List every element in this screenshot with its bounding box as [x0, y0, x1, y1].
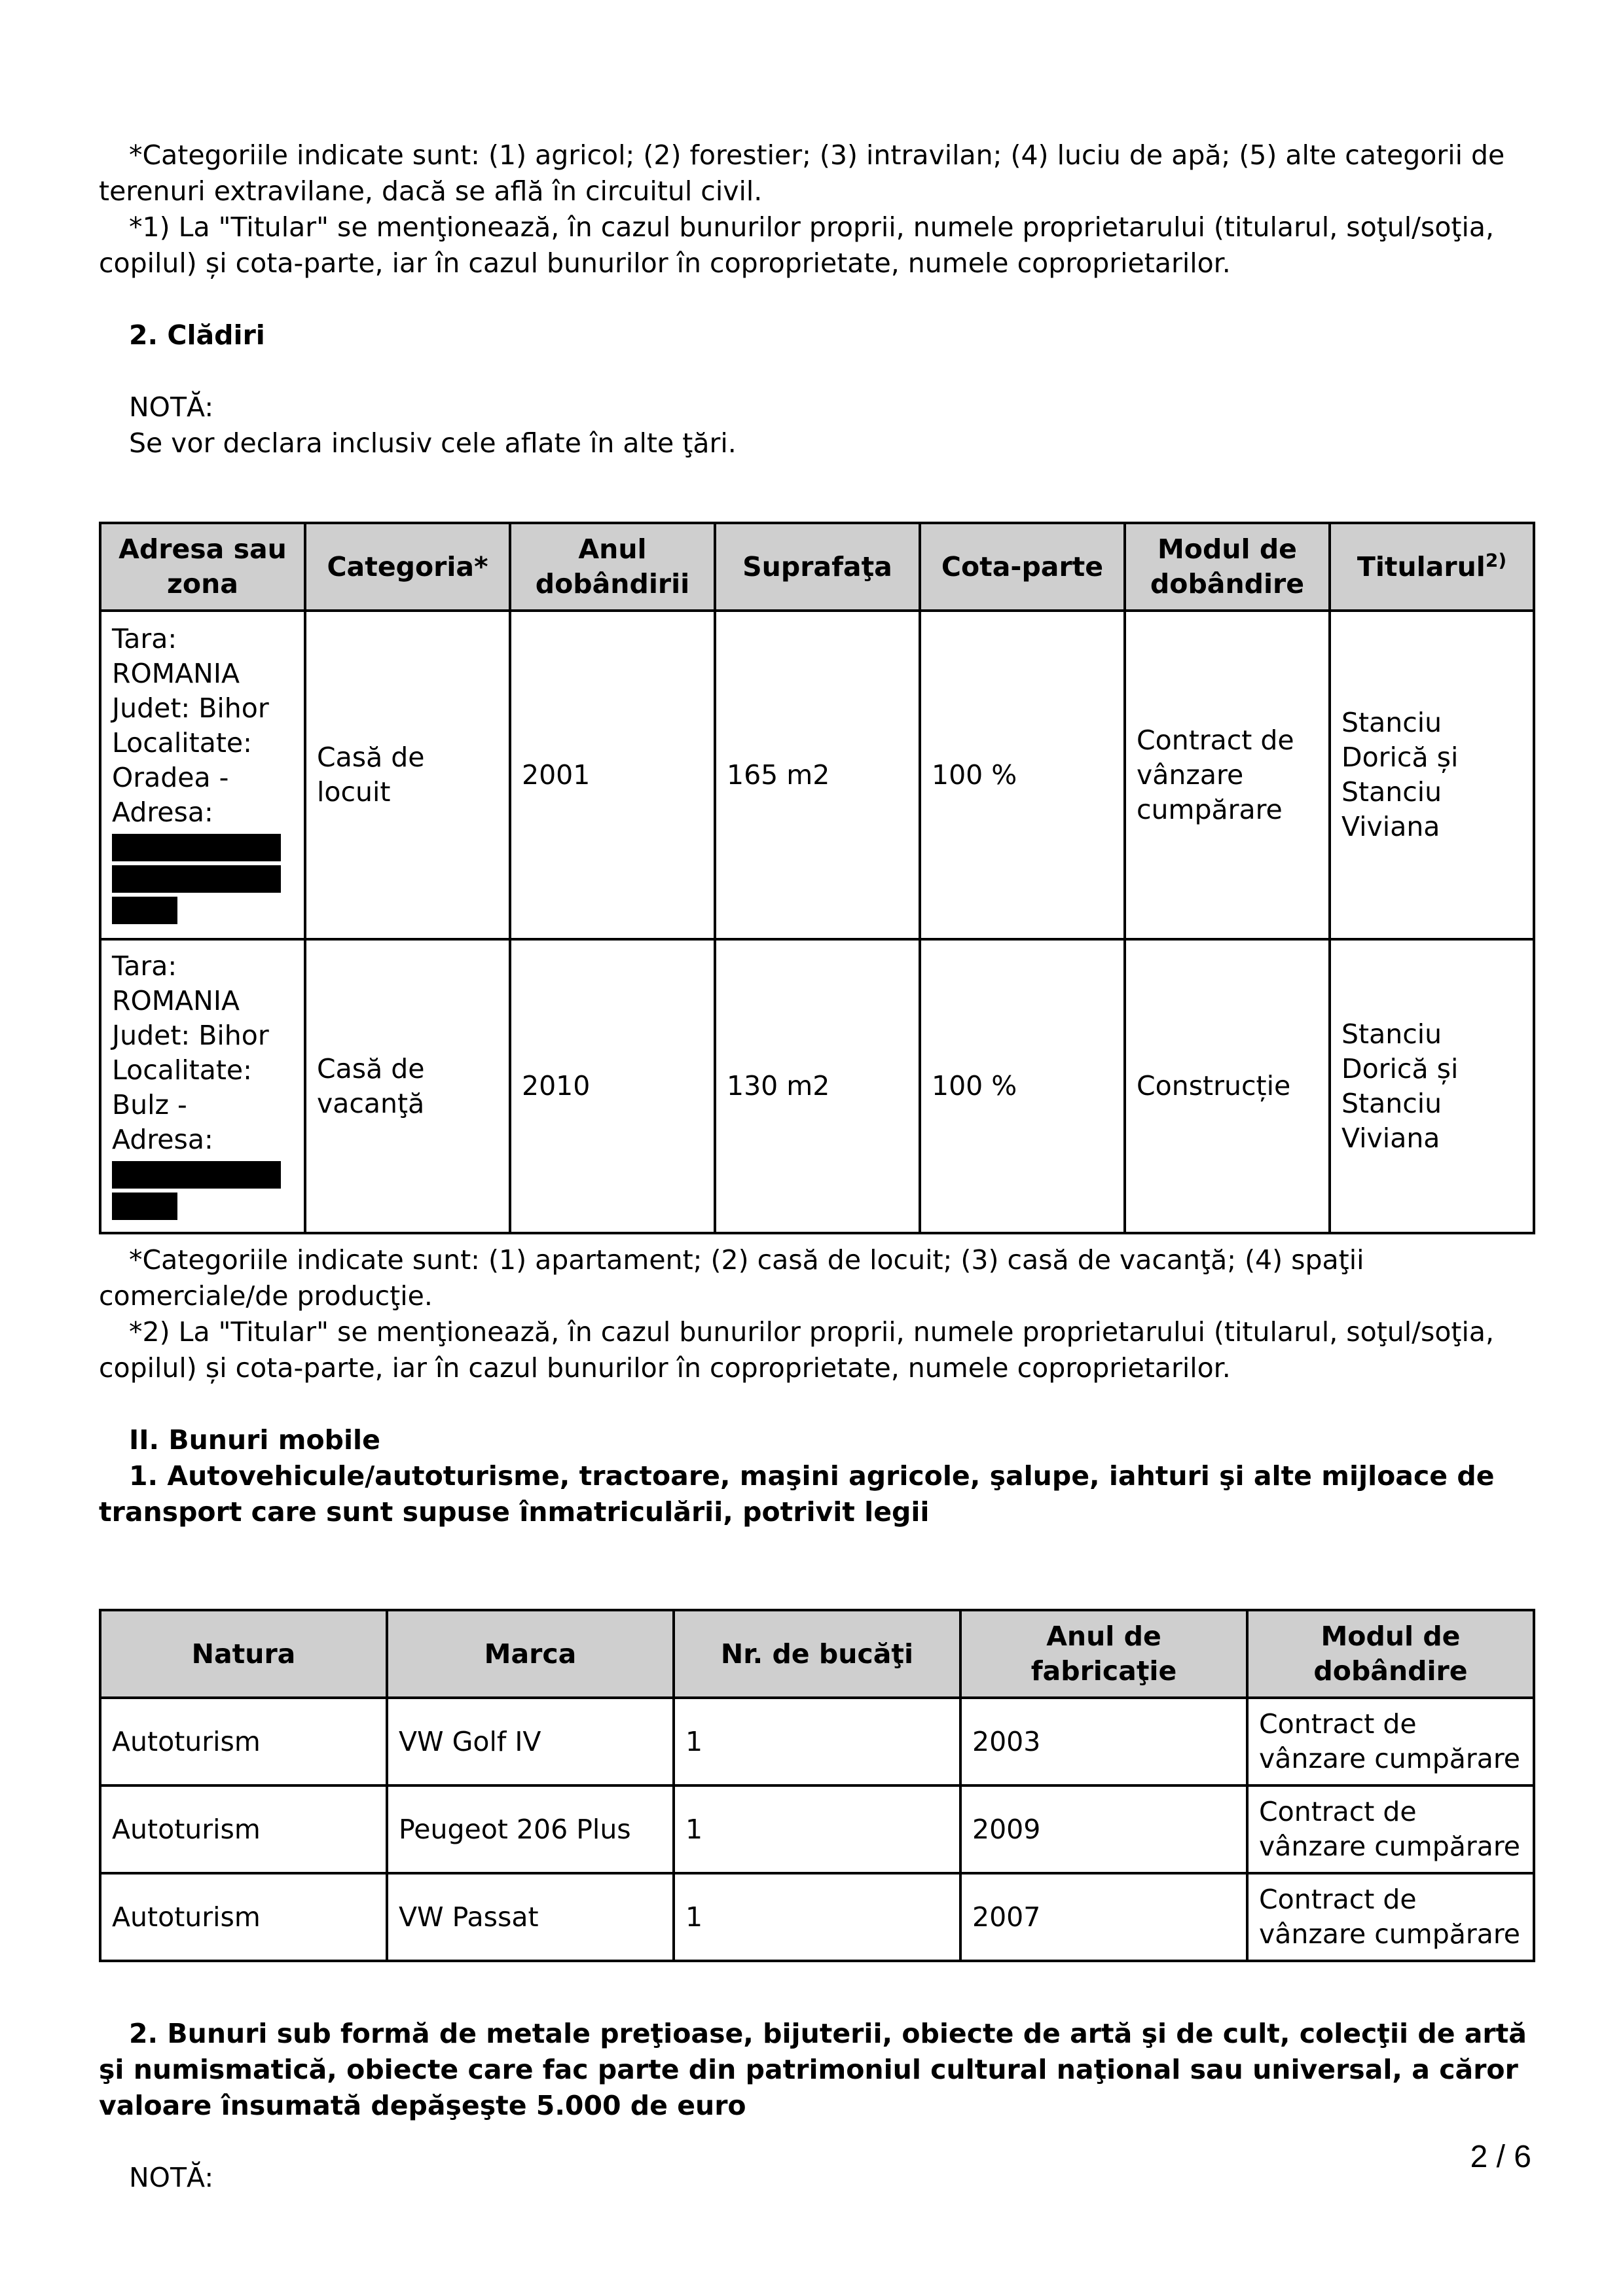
- cell-modul: Contract de vânzare cumpărare: [1247, 1873, 1534, 1961]
- cell-categoria: Casă de locuit: [305, 611, 510, 939]
- header-adresa: Adresa sau zona: [100, 523, 305, 611]
- header-suprafata: Suprafaţa: [715, 523, 920, 611]
- cell-anul: 2009: [960, 1785, 1247, 1873]
- redaction-bar: [112, 834, 281, 861]
- cell-marca: Peugeot 206 Plus: [387, 1785, 674, 1873]
- header-titular: [1330, 523, 1534, 611]
- cell-anul: 2007: [960, 1873, 1247, 1961]
- header-marca: Marca: [387, 1610, 674, 1698]
- cladiri-table: [99, 522, 1535, 1234]
- page-number: 2 / 6: [1470, 2140, 1531, 2174]
- table-row: [100, 1698, 1534, 1785]
- cell-nr: 1: [674, 1785, 960, 1873]
- table-row: [100, 939, 1534, 1233]
- address-line: Judet: Bihor: [112, 692, 269, 724]
- header-titular-sup: 2): [1485, 548, 1507, 571]
- redaction-bar: [112, 897, 177, 924]
- redaction-bar: [112, 1161, 281, 1189]
- cell-anul: 2003: [960, 1698, 1247, 1785]
- header-categoria: Categoria*: [305, 523, 510, 611]
- header-anul-fabricatie: Anul de fabricaţie: [960, 1610, 1247, 1698]
- section-heading-cladiri: 2. Clădiri: [129, 319, 265, 351]
- cell-titular: Stanciu Dorică și Stanciu Viviana: [1330, 939, 1534, 1233]
- header-anul: Anul dobândirii: [510, 523, 715, 611]
- cell-suprafata: 165 m2: [715, 611, 920, 939]
- address-line: ROMANIA: [112, 984, 240, 1016]
- cell-adresa: [100, 939, 305, 1233]
- section-heading-bunuri-mobile: II. Bunuri mobile: [129, 1424, 380, 1456]
- header-natura: Natura: [100, 1610, 387, 1698]
- table-header-row: [100, 1610, 1534, 1698]
- cell-cota: 100 %: [920, 939, 1125, 1233]
- table-row: [100, 611, 1534, 939]
- cell-modul: Contract de vânzare cumpărare: [1247, 1698, 1534, 1785]
- address-line: Tara:: [112, 950, 177, 982]
- cell-natura: Autoturism: [100, 1785, 387, 1873]
- cell-adresa: [100, 611, 305, 939]
- address-line: Adresa:: [112, 1123, 213, 1155]
- header-cota: Cota-parte: [920, 523, 1125, 611]
- cell-natura: Autoturism: [100, 1873, 387, 1961]
- note-cladiri-titular: *2) La "Titular" se menţionează, în cazul bunurilor proprii, numele proprietarului (titularul, soţul/soţia, copilul) și cota-parte, iar în cazul bunurilor în coproprietate, numele coproprietarilor.: [99, 1316, 1495, 1384]
- address-line: Oradea -: [112, 762, 229, 793]
- redaction-bar: [112, 865, 281, 893]
- document-page: [99, 137, 1533, 2196]
- address-line: Bulz -: [112, 1088, 187, 1121]
- cell-titular: Stanciu Dorică și Stanciu Viviana: [1330, 611, 1534, 939]
- address-line: ROMANIA: [112, 658, 240, 689]
- note-terenuri-titular: *1) La "Titular" se menţionează, în cazul bunurilor proprii, numele proprietarului (titularul, soţul/soţia, copilul) și cota-parte, iar în cazul bunurilor în coproprietate, numele coproprietarilor.: [99, 211, 1495, 279]
- section-heading-bunuri-pretioase: 2. Bunuri sub formă de metale preţioase, bijuterii, obiecte de artă şi de cult, colecţii de artă şi numismatică, obiecte care fac parte din patrimoniul cultural naţional sau universal, a căror valoare însumată depăşeşte 5.000 de euro: [99, 2018, 1527, 2121]
- cell-nr: 1: [674, 1698, 960, 1785]
- cell-marca: VW Passat: [387, 1873, 674, 1961]
- address-line: Judet: Bihor: [112, 1019, 269, 1051]
- cell-modul: Contract de vânzare cumpărare: [1125, 611, 1330, 939]
- cell-anul: 2010: [510, 939, 715, 1233]
- address-line: Adresa:: [112, 797, 213, 828]
- cell-modul: Construcție: [1125, 939, 1330, 1233]
- note-cladiri-categorii: *Categoriile indicate sunt: (1) apartament; (2) casă de locuit; (3) casă de vacanţă; (4) spaţii comerciale/de producţie.: [99, 1244, 1364, 1312]
- address-line: Localitate:: [112, 1054, 252, 1086]
- address-line: Localitate:: [112, 727, 252, 759]
- header-nr-bucati: Nr. de bucăţi: [674, 1610, 960, 1698]
- cell-cota: 100 %: [920, 611, 1125, 939]
- table-row: [100, 1873, 1534, 1961]
- address-line: Tara:: [112, 623, 177, 655]
- note-terenuri-categorii: *Categoriile indicate sunt: (1) agricol; (2) forestier; (3) intravilan; (4) luciu de apă; (5) alte categorii de terenuri extravilane, dacă se află în circuitul civil.: [99, 139, 1505, 207]
- cell-marca: VW Golf IV: [387, 1698, 674, 1785]
- autovehicule-table: [99, 1609, 1535, 1962]
- cell-nr: 1: [674, 1873, 960, 1961]
- subheading-autovehicule: 1. Autovehicule/autoturisme, tractoare, maşini agricole, şalupe, iahturi şi alte mijloace de transport care sunt supuse înmatriculării, potrivit legii: [99, 1460, 1495, 1528]
- cell-anul: 2001: [510, 611, 715, 939]
- nota-label-2: NOTĂ:: [129, 2162, 214, 2193]
- header-titular-label: Titularul: [1357, 550, 1486, 583]
- nota-label: NOTĂ:: [129, 391, 214, 423]
- table-row: [100, 1785, 1534, 1873]
- cell-modul: Contract de vânzare cumpărare: [1247, 1785, 1534, 1873]
- header-modul: Modul de dobândire: [1125, 523, 1330, 611]
- table-header-row: [100, 523, 1534, 611]
- cell-natura: Autoturism: [100, 1698, 387, 1785]
- cell-categoria: Casă de vacanţă: [305, 939, 510, 1233]
- header-modul-dobandire: Modul de dobândire: [1247, 1610, 1534, 1698]
- redaction-bar: [112, 1193, 177, 1220]
- cell-suprafata: 130 m2: [715, 939, 920, 1233]
- nota-text: Se vor declara inclusiv cele aflate în alte ţări.: [129, 427, 737, 459]
